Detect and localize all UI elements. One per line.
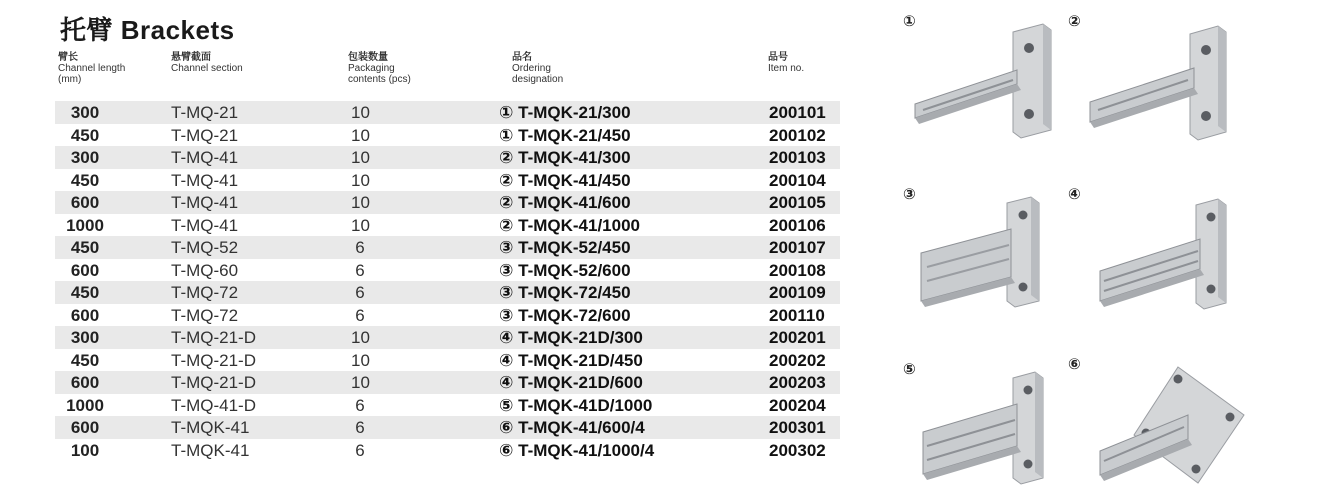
packaging-qty-cell: 10 — [351, 103, 370, 122]
channel-length-cell: 600 — [70, 373, 100, 392]
item-no-cell: 200109 — [769, 283, 826, 302]
table-row — [55, 259, 840, 282]
packaging-qty-cell: 10 — [351, 215, 370, 235]
channel-section-cell: T-MQ-52 — [171, 238, 239, 257]
item-no-cell: 200102 — [769, 125, 826, 145]
table-row — [55, 191, 840, 214]
bracket-diamond-plate-icon — [1078, 365, 1248, 490]
item-no-cell: 200103 — [769, 148, 826, 167]
table-row — [55, 394, 840, 417]
bracket-single-plate-icon — [1078, 22, 1228, 142]
ordering-designation-cell: ⑥ T-MQK-41/1000/4 — [499, 440, 655, 460]
item-no-cell: 200106 — [769, 215, 826, 235]
packaging-qty-cell: 10 — [351, 193, 370, 212]
product-image-6 — [1068, 355, 1228, 485]
header-en: Channel section — [171, 63, 243, 74]
packaging-qty-cell: 6 — [355, 305, 365, 325]
page-title: 托臂 Brackets — [60, 15, 235, 45]
channel-section-cell: T-MQ-21 — [171, 125, 239, 145]
product-image-3 — [903, 185, 1063, 315]
item-no-cell: 200201 — [769, 328, 826, 347]
ordering-designation-cell: ② T-MQK-41/1000 — [499, 215, 640, 235]
channel-length-cell: 450 — [70, 238, 100, 257]
item-no-cell: 200202 — [769, 350, 826, 370]
product-image-4 — [1068, 185, 1228, 315]
channel-length-cell: 300 — [70, 328, 100, 347]
packaging-qty-cell: 6 — [355, 260, 365, 280]
packaging-qty-cell: 6 — [355, 395, 365, 415]
ordering-designation-cell: ⑤ T-MQK-41D/1000 — [499, 395, 653, 415]
item-no-cell: 200203 — [769, 373, 826, 392]
packaging-qty-cell: 10 — [351, 170, 370, 190]
channel-section-cell: T-MQ-72 — [171, 283, 239, 302]
channel-section-cell: T-MQ-41 — [171, 193, 239, 212]
channel-section-cell: T-MQK-41 — [171, 418, 250, 437]
channel-length-cell: 600 — [70, 418, 100, 437]
header-zh: 品名 — [512, 52, 532, 63]
header-zh: 品号 — [768, 52, 788, 63]
channel-section-cell: T-MQ-21 — [171, 103, 239, 122]
image-number: ⑤ — [903, 361, 916, 378]
header-designation — [512, 52, 574, 85]
channel-section-cell: T-MQ-41 — [171, 215, 239, 235]
ordering-designation-cell: ④ T-MQK-21D/600 — [499, 373, 643, 392]
header-en: Item no. — [768, 63, 805, 74]
channel-length-cell: 600 — [70, 305, 100, 325]
image-number: ① — [903, 13, 916, 30]
ordering-designation-cell: ② T-MQK-41/300 — [499, 148, 631, 167]
channel-section-cell: T-MQ-21-D — [171, 328, 256, 347]
table-row — [55, 416, 840, 439]
packaging-qty-cell: 6 — [355, 283, 365, 302]
table-row — [55, 326, 840, 349]
packaging-qty-cell: 10 — [351, 373, 370, 392]
channel-section-cell: T-MQ-41 — [171, 170, 239, 190]
header-channel-length — [58, 52, 138, 85]
channel-section-cell: T-MQ-60 — [171, 260, 239, 280]
channel-length-cell: 300 — [70, 148, 100, 167]
channel-length-cell: 450 — [70, 125, 100, 145]
packaging-qty-cell: 6 — [355, 418, 365, 437]
channel-section-cell: T-MQK-41 — [171, 440, 250, 460]
packaging-qty-cell: 6 — [355, 440, 365, 460]
product-image-5 — [903, 360, 1063, 490]
item-no-cell: 200204 — [769, 395, 826, 415]
ordering-designation-cell: ③ T-MQK-72/450 — [499, 283, 631, 302]
header-zh: 悬臂截面 — [171, 52, 211, 63]
ordering-designation-cell: ② T-MQK-41/450 — [499, 170, 631, 190]
table-row — [55, 124, 840, 147]
header-packaging — [348, 52, 430, 85]
table-row — [55, 236, 840, 259]
table-row — [55, 146, 840, 169]
table-row — [55, 371, 840, 394]
header-item-no — [768, 52, 804, 74]
packaging-qty-cell: 10 — [351, 328, 370, 347]
bracket-single-plate-icon — [913, 22, 1063, 142]
ordering-designation-cell: ③ T-MQK-72/600 — [499, 305, 631, 325]
item-no-cell: 200104 — [769, 170, 826, 190]
ordering-designation-cell: ④ T-MQK-21D/300 — [499, 328, 643, 347]
packaging-qty-cell: 10 — [351, 125, 370, 145]
product-image-2 — [1068, 12, 1228, 142]
image-number: ② — [1068, 13, 1081, 30]
ordering-designation-cell: ⑥ T-MQK-41/600/4 — [499, 418, 645, 437]
channel-section-cell: T-MQ-21-D — [171, 373, 256, 392]
brackets-table — [55, 101, 840, 461]
bracket-double-channel-icon — [1078, 195, 1228, 315]
item-no-cell: 200108 — [769, 260, 826, 280]
bracket-double-channel-icon — [913, 370, 1063, 490]
header-zh: 包装数量 — [348, 52, 388, 63]
table-row — [55, 281, 840, 304]
ordering-designation-cell: ④ T-MQK-21D/450 — [499, 350, 643, 370]
ordering-designation-cell: ② T-MQK-41/600 — [499, 193, 631, 212]
item-no-cell: 200110 — [769, 305, 825, 325]
ordering-designation-cell: ① T-MQK-21/300 — [499, 103, 631, 122]
channel-section-cell: T-MQ-21-D — [171, 350, 256, 370]
header-en: Channel length (mm) — [58, 63, 126, 85]
packaging-qty-cell: 10 — [351, 148, 370, 167]
channel-length-cell: 100 — [70, 440, 100, 460]
table-row — [55, 169, 840, 192]
header-en: Packaging contents (pcs) — [348, 63, 411, 85]
channel-length-cell: 600 — [70, 260, 100, 280]
table-row — [55, 349, 840, 372]
channel-length-cell: 600 — [70, 193, 100, 212]
channel-section-cell: T-MQ-41 — [171, 148, 239, 167]
channel-length-cell: 1000 — [66, 215, 104, 235]
image-number: ⑥ — [1068, 356, 1081, 373]
product-image-1 — [903, 12, 1063, 142]
table-row — [55, 304, 840, 327]
ordering-designation-cell: ③ T-MQK-52/600 — [499, 260, 631, 280]
header-channel-section — [171, 52, 243, 74]
table-row — [55, 439, 840, 462]
channel-length-cell: 300 — [70, 103, 100, 122]
channel-length-cell: 450 — [70, 170, 100, 190]
item-no-cell: 200107 — [769, 238, 826, 257]
channel-section-cell: T-MQ-41-D — [171, 395, 256, 415]
packaging-qty-cell: 10 — [351, 350, 370, 370]
header-en: Ordering designation — [512, 63, 564, 85]
ordering-designation-cell: ① T-MQK-21/450 — [499, 125, 631, 145]
table-row — [55, 101, 840, 124]
ordering-designation-cell: ③ T-MQK-52/450 — [499, 238, 631, 257]
image-number: ③ — [903, 186, 916, 203]
bracket-tall-channel-icon — [913, 195, 1063, 315]
packaging-qty-cell: 6 — [355, 238, 365, 257]
channel-length-cell: 1000 — [66, 395, 104, 415]
item-no-cell: 200301 — [769, 418, 826, 437]
item-no-cell: 200101 — [769, 103, 826, 122]
header-zh: 臂长 — [58, 52, 78, 63]
channel-length-cell: 450 — [70, 283, 100, 302]
item-no-cell: 200302 — [769, 440, 826, 460]
image-number: ④ — [1068, 186, 1081, 203]
item-no-cell: 200105 — [769, 193, 826, 212]
channel-length-cell: 450 — [70, 350, 100, 370]
table-row — [55, 214, 840, 237]
channel-section-cell: T-MQ-72 — [171, 305, 239, 325]
